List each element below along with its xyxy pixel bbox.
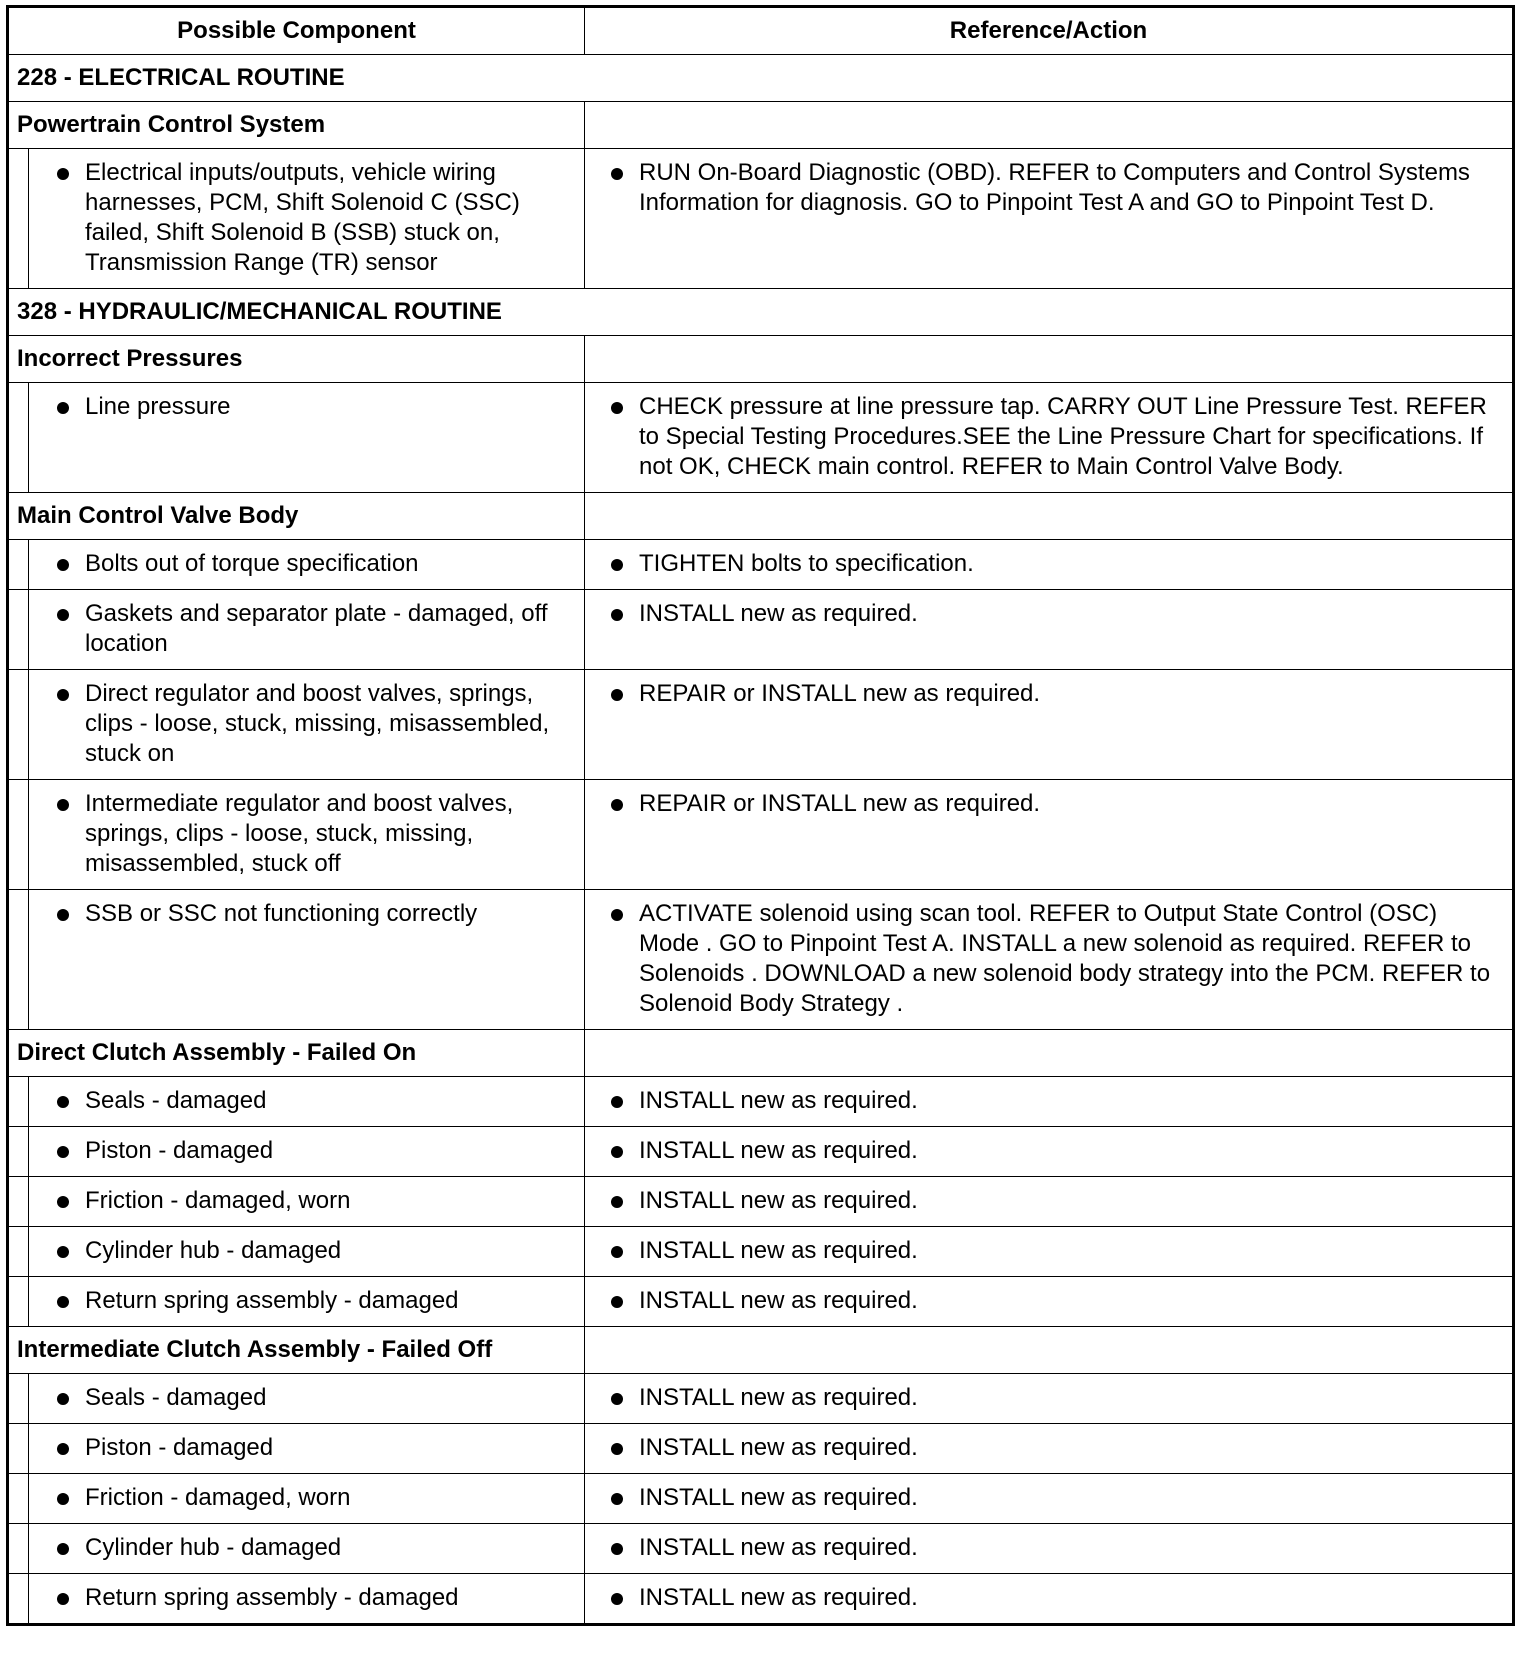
action-text: INSTALL new as required. — [639, 1534, 918, 1561]
indent-cell — [8, 383, 29, 493]
table-row — [8, 383, 1514, 493]
group-action-empty — [585, 493, 1514, 540]
group-title: Intermediate Clutch Assembly - Failed Off — [8, 1327, 585, 1374]
component-text: Friction - damaged, worn — [85, 1484, 351, 1511]
action-cell — [585, 149, 1514, 289]
bullet-icon — [57, 1246, 69, 1258]
action-cell — [585, 383, 1514, 493]
component-text: Cylinder hub - damaged — [85, 1237, 342, 1264]
component-cell — [29, 590, 585, 670]
column-header-action: Reference/Action — [585, 7, 1514, 55]
action-bullet-item — [585, 1236, 1502, 1266]
action-bullet-item — [585, 158, 1502, 218]
component-cell — [29, 670, 585, 780]
component-text: Direct regulator and boost valves, springs, clips - loose, stuck, missing, misassembled, stuck on — [85, 680, 550, 767]
component-cell — [29, 540, 585, 590]
bullet-icon — [611, 799, 623, 811]
action-cell — [585, 1474, 1514, 1524]
group-row — [8, 1030, 1514, 1077]
group-action-empty — [585, 1327, 1514, 1374]
bullet-icon — [611, 1196, 623, 1208]
action-bullet-item — [585, 1086, 1502, 1116]
action-cell — [585, 1277, 1514, 1327]
component-bullet-item — [29, 1583, 576, 1613]
indent-cell — [8, 1574, 29, 1625]
table-row — [8, 590, 1514, 670]
component-bullet-item — [29, 158, 576, 278]
action-bullet-item — [585, 1483, 1502, 1513]
indent-cell — [8, 670, 29, 780]
action-bullet-item — [585, 1136, 1502, 1166]
indent-cell — [8, 890, 29, 1030]
component-bullet-item — [29, 1483, 576, 1513]
table-row — [8, 1227, 1514, 1277]
indent-cell — [8, 590, 29, 670]
indent-cell — [8, 1227, 29, 1277]
action-bullet-item — [585, 1533, 1502, 1563]
bullet-icon — [57, 1196, 69, 1208]
group-row — [8, 336, 1514, 383]
component-bullet-item — [29, 1136, 576, 1166]
component-bullet-item — [29, 899, 576, 929]
component-bullet-item — [29, 1236, 576, 1266]
table-row — [8, 540, 1514, 590]
component-bullet-item — [29, 599, 576, 659]
group-title: Main Control Valve Body — [8, 493, 585, 540]
group-title: Direct Clutch Assembly - Failed On — [8, 1030, 585, 1077]
group-row — [8, 102, 1514, 149]
action-bullet-item — [585, 899, 1502, 1019]
bullet-icon — [611, 1393, 623, 1405]
action-text: RUN On-Board Diagnostic (OBD). REFER to Computers and Control Systems Information for diagnosis. GO to Pinpoint Test A and GO to Pinpoint Test D. — [639, 159, 1470, 216]
bullet-icon — [57, 168, 69, 180]
component-cell — [29, 1277, 585, 1327]
group-action-empty — [585, 102, 1514, 149]
component-bullet-item — [29, 789, 576, 879]
bullet-icon — [611, 1146, 623, 1158]
component-bullet-item — [29, 1383, 576, 1413]
component-text: Return spring assembly - damaged — [85, 1584, 459, 1611]
bullet-icon — [57, 402, 69, 414]
action-bullet-item — [585, 1583, 1502, 1613]
section-title: 328 - HYDRAULIC/MECHANICAL ROUTINE — [8, 289, 1514, 336]
bullet-icon — [57, 1296, 69, 1308]
component-text: Gaskets and separator plate - damaged, off location — [85, 600, 548, 657]
bullet-icon — [611, 559, 623, 571]
action-cell — [585, 1077, 1514, 1127]
component-cell — [29, 780, 585, 890]
bullet-icon — [611, 168, 623, 180]
bullet-icon — [611, 1246, 623, 1258]
bullet-icon — [57, 799, 69, 811]
action-bullet-item — [585, 679, 1502, 709]
bullet-icon — [57, 1443, 69, 1455]
group-row — [8, 493, 1514, 540]
component-text: Friction - damaged, worn — [85, 1187, 351, 1214]
group-title: Incorrect Pressures — [8, 336, 585, 383]
action-text: INSTALL new as required. — [639, 1584, 918, 1611]
bullet-icon — [57, 1393, 69, 1405]
bullet-icon — [611, 609, 623, 621]
action-text: REPAIR or INSTALL new as required. — [639, 680, 1041, 707]
table-row — [8, 149, 1514, 289]
bullet-icon — [611, 1096, 623, 1108]
action-cell — [585, 1127, 1514, 1177]
bullet-icon — [611, 402, 623, 414]
section-row — [8, 55, 1514, 102]
component-cell — [29, 1127, 585, 1177]
indent-cell — [8, 1177, 29, 1227]
component-cell — [29, 1227, 585, 1277]
indent-cell — [8, 540, 29, 590]
bullet-icon — [611, 1443, 623, 1455]
component-cell — [29, 383, 585, 493]
bullet-icon — [57, 1146, 69, 1158]
action-cell — [585, 1524, 1514, 1574]
indent-cell — [8, 1077, 29, 1127]
component-bullet-item — [29, 1286, 576, 1316]
component-cell — [29, 1474, 585, 1524]
table-row — [8, 1374, 1514, 1424]
component-bullet-item — [29, 392, 576, 422]
group-row — [8, 1327, 1514, 1374]
action-cell — [585, 780, 1514, 890]
column-header-component: Possible Component — [8, 7, 585, 55]
action-cell — [585, 1227, 1514, 1277]
bullet-icon — [57, 559, 69, 571]
component-text: Bolts out of torque specification — [85, 550, 419, 577]
component-bullet-item — [29, 1086, 576, 1116]
action-cell — [585, 1424, 1514, 1474]
indent-cell — [8, 1474, 29, 1524]
table-row — [8, 1474, 1514, 1524]
indent-cell — [8, 1424, 29, 1474]
group-title: Powertrain Control System — [8, 102, 585, 149]
bullet-icon — [57, 1493, 69, 1505]
component-text: Intermediate regulator and boost valves, springs, clips - loose, stuck, missing, misassembled, stuck off — [85, 790, 514, 877]
action-text: INSTALL new as required. — [639, 1137, 918, 1164]
bullet-icon — [57, 689, 69, 701]
component-cell — [29, 1177, 585, 1227]
component-text: Piston - damaged — [85, 1137, 274, 1164]
bullet-icon — [57, 1543, 69, 1555]
action-text: INSTALL new as required. — [639, 1434, 918, 1461]
action-cell — [585, 890, 1514, 1030]
section-title: 228 - ELECTRICAL ROUTINE — [8, 55, 1514, 102]
symptom-chart-table — [6, 5, 1515, 1626]
group-action-empty — [585, 336, 1514, 383]
action-text: INSTALL new as required. — [639, 1187, 918, 1214]
component-cell — [29, 890, 585, 1030]
component-cell — [29, 1524, 585, 1574]
component-text: Piston - damaged — [85, 1434, 274, 1461]
action-bullet-item — [585, 1433, 1502, 1463]
table-row — [8, 1077, 1514, 1127]
table-row — [8, 1127, 1514, 1177]
action-cell — [585, 540, 1514, 590]
bullet-icon — [611, 909, 623, 921]
action-bullet-item — [585, 1286, 1502, 1316]
bullet-icon — [611, 1493, 623, 1505]
group-action-empty — [585, 1030, 1514, 1077]
component-cell — [29, 1574, 585, 1625]
component-cell — [29, 1374, 585, 1424]
action-bullet-item — [585, 1383, 1502, 1413]
bullet-icon — [57, 909, 69, 921]
component-bullet-item — [29, 679, 576, 769]
table-row — [8, 1177, 1514, 1227]
bullet-icon — [57, 609, 69, 621]
action-bullet-item — [585, 789, 1502, 819]
table-row — [8, 1524, 1514, 1574]
component-bullet-item — [29, 1186, 576, 1216]
action-text: INSTALL new as required. — [639, 1384, 918, 1411]
indent-cell — [8, 1524, 29, 1574]
action-text: INSTALL new as required. — [639, 1484, 918, 1511]
action-text: CHECK pressure at line pressure tap. CARRY OUT Line Pressure Test. REFER to Special Testing Procedures.SEE the Line Pressure Chart for specifications. If not OK, CHECK main control. REFER to Main Control Valve Body. — [639, 393, 1487, 480]
action-text: REPAIR or INSTALL new as required. — [639, 790, 1041, 817]
table-row — [8, 1424, 1514, 1474]
table-header-row — [8, 7, 1514, 55]
action-text: INSTALL new as required. — [639, 600, 918, 627]
component-bullet-item — [29, 1533, 576, 1563]
action-cell — [585, 1574, 1514, 1625]
bullet-icon — [57, 1593, 69, 1605]
action-cell — [585, 1374, 1514, 1424]
bullet-icon — [611, 1543, 623, 1555]
action-bullet-item — [585, 392, 1502, 482]
component-text: Cylinder hub - damaged — [85, 1534, 342, 1561]
section-row — [8, 289, 1514, 336]
action-text: INSTALL new as required. — [639, 1287, 918, 1314]
action-text: INSTALL new as required. — [639, 1087, 918, 1114]
action-text: ACTIVATE solenoid using scan tool. REFER to Output State Control (OSC) Mode . GO to Pinpoint Test A. INSTALL a new solenoid as required. REFER to Solenoids . DOWNLOAD a new solenoid body strategy into the PCM. REFER to Solenoid Body Strategy . — [639, 900, 1491, 1017]
action-cell — [585, 590, 1514, 670]
action-cell — [585, 1177, 1514, 1227]
component-text: SSB or SSC not functioning correctly — [85, 900, 478, 927]
table-row — [8, 670, 1514, 780]
indent-cell — [8, 1127, 29, 1177]
component-text: Seals - damaged — [85, 1087, 267, 1114]
table-row — [8, 1574, 1514, 1625]
action-bullet-item — [585, 549, 1502, 579]
component-cell — [29, 1077, 585, 1127]
component-cell — [29, 1424, 585, 1474]
action-text: TIGHTEN bolts to specification. — [639, 550, 974, 577]
bullet-icon — [611, 1593, 623, 1605]
table-row — [8, 890, 1514, 1030]
indent-cell — [8, 1277, 29, 1327]
component-bullet-item — [29, 549, 576, 579]
action-bullet-item — [585, 599, 1502, 629]
indent-cell — [8, 1374, 29, 1424]
action-cell — [585, 670, 1514, 780]
table-body — [8, 55, 1514, 1625]
bullet-icon — [57, 1096, 69, 1108]
component-text: Seals - damaged — [85, 1384, 267, 1411]
component-text: Electrical inputs/outputs, vehicle wiring harnesses, PCM, Shift Solenoid C (SSC) failed, Shift Solenoid B (SSB) stuck on, Transmission Range (TR) sensor — [85, 159, 520, 276]
table-row — [8, 1277, 1514, 1327]
component-text: Return spring assembly - damaged — [85, 1287, 459, 1314]
component-cell — [29, 149, 585, 289]
component-bullet-item — [29, 1433, 576, 1463]
action-text: INSTALL new as required. — [639, 1237, 918, 1264]
indent-cell — [8, 780, 29, 890]
table-row — [8, 780, 1514, 890]
indent-cell — [8, 149, 29, 289]
component-text: Line pressure — [85, 393, 231, 420]
action-bullet-item — [585, 1186, 1502, 1216]
bullet-icon — [611, 689, 623, 701]
bullet-icon — [611, 1296, 623, 1308]
diagnosis-sheet — [6, 5, 1512, 1626]
